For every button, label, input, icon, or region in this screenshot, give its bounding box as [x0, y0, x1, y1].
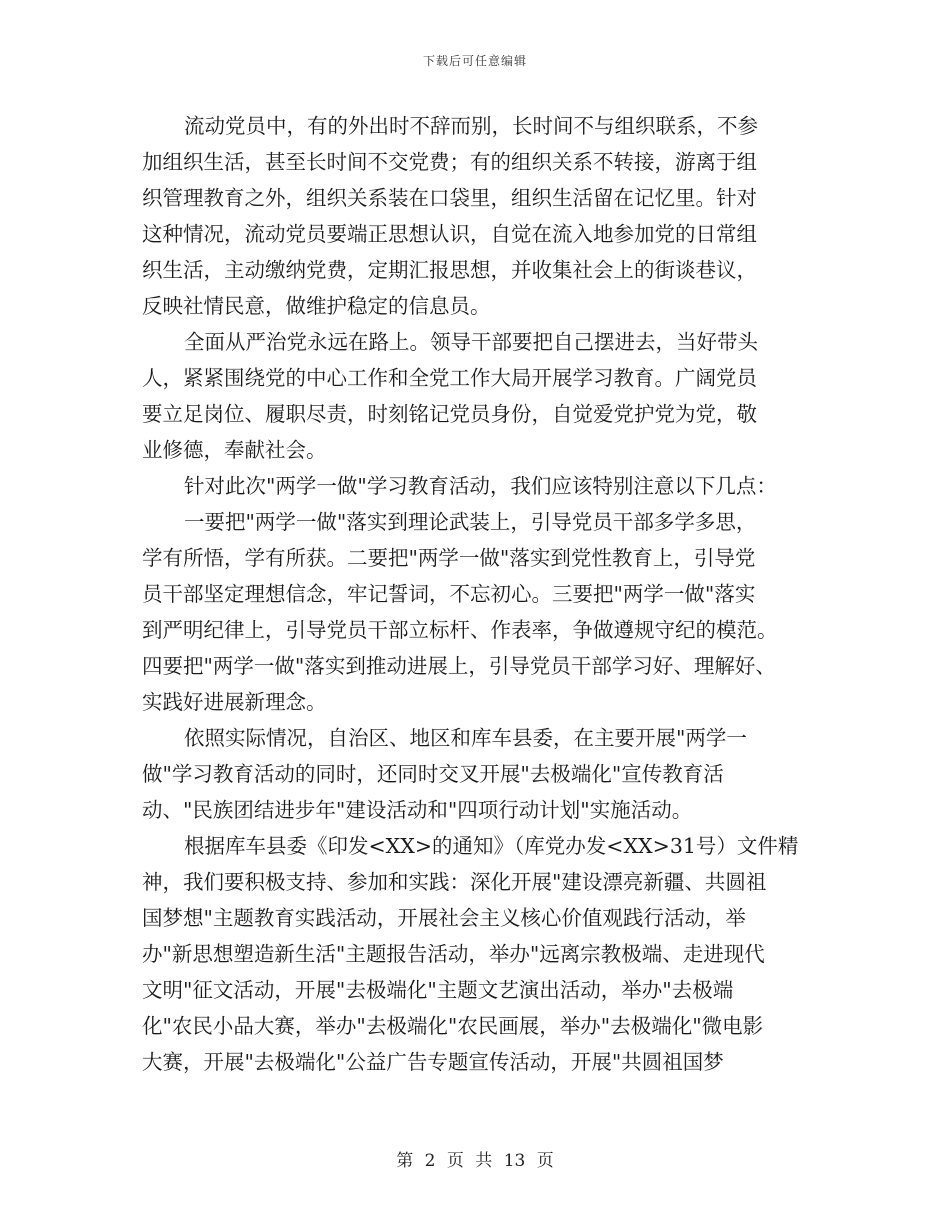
paragraph-5-line-2: 做"学习教育活动的同时，还同时交叉开展"去极端化"宣传教育活	[142, 762, 724, 786]
paragraph-4-line-2: 学有所悟，学有所获。二要把"两学一做"落实到党性教育上，引导党	[142, 546, 756, 570]
paragraph-6-line-6: 化"农民小品大赛，举办"去极端化"农民画展，举办"去极端化"微电影	[142, 1014, 764, 1038]
paragraph-2-line-2: 人，紧紧围绕党的中心工作和全党工作大局开展学习教育。广阔党员	[142, 366, 757, 390]
paragraph-4-line-6: 实践好进展新理念。	[142, 690, 327, 714]
paragraph-5-line-1: 依照实际情况，自治区、地区和库车县委，在主要开展"两学一	[184, 726, 747, 750]
paragraph-6-line-3: 国梦想"主题教育实践活动，开展社会主义核心价值观践行活动，举	[142, 906, 746, 930]
paragraph-2-line-3: 要立足岗位、履职尽责，时刻铭记党员身份，自觉爱党护党为党，敬	[142, 402, 757, 426]
paragraph-4-line-5: 四要把"两学一做"落实到推动进展上，引导党员干部学习好、理解好、	[142, 654, 776, 678]
paragraph-5-line-3: 动、"民族团结进步年"建设活动和"四项行动计划"实施活动。	[142, 798, 693, 822]
paragraph-6-line-5: 文明"征文活动，开展"去极端化"主题文艺演出活动，举办"去极端	[142, 978, 734, 1002]
page-header: 下载后可任意编辑	[422, 54, 527, 68]
paragraph-6-line-1: 根据库车县委《印发<XX>的通知》（库党办发<XX>31号）文件精	[184, 834, 799, 858]
document-body	[142, 108, 810, 1080]
paragraph-1-line-6: 反映社情民意，做维护稳定的信息员。	[142, 294, 491, 318]
page-number-footer: 第 2 页 共 13 页	[396, 1151, 554, 1171]
paragraph-1-line-4: 这种情况，流动党员要端正思想认识，自觉在流入地参加党的日常组	[142, 222, 757, 246]
paragraph-1-line-2: 加组织生活，甚至长时间不交党费；有的组织关系不转接，游离于组	[142, 150, 757, 174]
paragraph-6-line-7: 大赛，开展"去极端化"公益广告专题宣传活动，开展"共圆祖国梦	[142, 1050, 724, 1074]
paragraph-6-line-4: 办"新思想塑造新生活"主题报告活动，举办"远离宗教极端、走进现代	[142, 942, 765, 966]
paragraph-6-line-2: 神，我们要积极支持、参加和实践：深化开展"建设漂亮新疆、共圆祖	[142, 870, 767, 894]
paragraph-4-line-4: 到严明纪律上，引导党员干部立标杆、作表率，争做遵规守纪的模范。	[142, 618, 778, 642]
paragraph-2-line-4: 业修德，奉献社会。	[142, 438, 327, 462]
paragraph-2-line-1: 全面从严治党永远在路上。领导干部要把自己摆进去，当好带头	[184, 330, 758, 354]
paragraph-4-line-3: 员干部坚定理想信念，牢记誓词，不忘初心。三要把"两学一做"落实	[142, 582, 756, 606]
paragraph-3-line-1: 针对此次"两学一做"学习教育活动，我们应该特别注意以下几点：	[184, 474, 777, 498]
paragraph-4-line-1: 一要把"两学一做"落实到理论武装上，引导党员干部多学多思，	[184, 510, 757, 534]
paragraph-1-line-1: 流动党员中，有的外出时不辞而别，长时间不与组织联系，不参	[184, 114, 758, 138]
paragraph-1-line-3: 织管理教育之外，组织关系装在口袋里，组织生活留在记忆里。针对	[142, 186, 757, 210]
paragraph-1-line-5: 织生活，主动缴纳党费，定期汇报思想，并收集社会上的街谈巷议，	[142, 258, 757, 282]
